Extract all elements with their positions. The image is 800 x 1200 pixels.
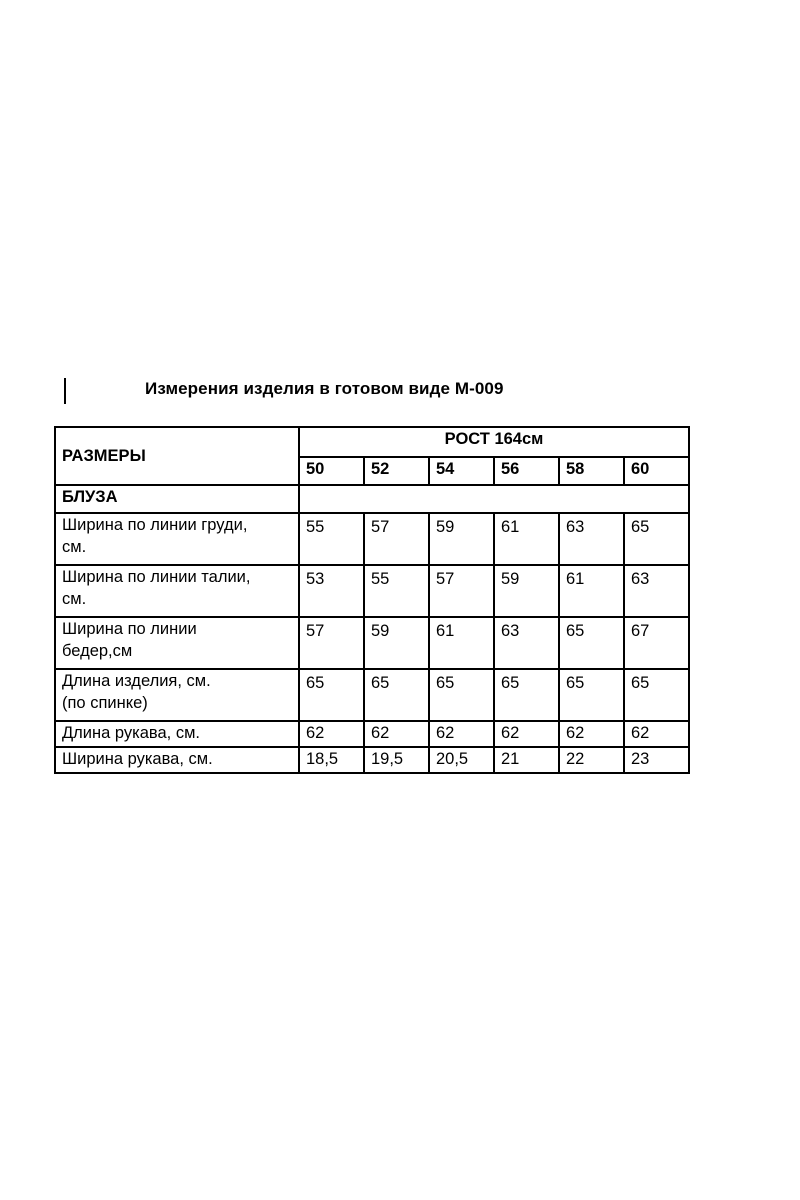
value-cell: 59 [364, 617, 429, 669]
value-cell: 22 [559, 747, 624, 773]
value-cell: 65 [559, 617, 624, 669]
table-row [55, 721, 689, 747]
row-label: Длина рукава, см. [55, 721, 299, 747]
value-cell: 21 [494, 747, 559, 773]
value-cell: 63 [494, 617, 559, 669]
value-cell: 65 [624, 513, 689, 565]
size-cell: 60 [624, 457, 689, 485]
value-cell: 65 [299, 669, 364, 721]
row-label-line: бедер,см [62, 642, 133, 660]
value-cell: 61 [559, 565, 624, 617]
value-cell: 20,5 [429, 747, 494, 773]
value-cell: 55 [299, 513, 364, 565]
table-row [55, 747, 689, 773]
value-cell: 18,5 [299, 747, 364, 773]
sizes-label: РАЗМЕРЫ [55, 427, 299, 485]
value-cell: 57 [299, 617, 364, 669]
row-label-line: (по спинке) [62, 694, 148, 712]
table-header-row [55, 427, 689, 457]
size-cell: 56 [494, 457, 559, 485]
value-cell: 63 [559, 513, 624, 565]
table-row [55, 669, 689, 721]
value-cell: 61 [429, 617, 494, 669]
section-empty-cell [299, 485, 689, 513]
row-label [55, 617, 299, 669]
row-label-line: см. [62, 538, 87, 556]
value-cell: 65 [559, 669, 624, 721]
value-cell: 53 [299, 565, 364, 617]
row-label: Ширина рукава, см. [55, 747, 299, 773]
value-cell: 65 [624, 669, 689, 721]
value-cell: 63 [624, 565, 689, 617]
size-cell: 52 [364, 457, 429, 485]
size-cell: 50 [299, 457, 364, 485]
value-cell: 67 [624, 617, 689, 669]
section-row [55, 485, 689, 513]
value-cell: 65 [494, 669, 559, 721]
value-cell: 19,5 [364, 747, 429, 773]
value-cell: 57 [429, 565, 494, 617]
row-label [55, 669, 299, 721]
size-cell: 54 [429, 457, 494, 485]
value-cell: 57 [364, 513, 429, 565]
value-cell: 62 [429, 721, 494, 747]
value-cell: 59 [494, 565, 559, 617]
row-label-line: см. [62, 590, 87, 608]
table-row [55, 617, 689, 669]
row-label-line: Ширина по линии талии, [62, 568, 251, 586]
row-label [55, 565, 299, 617]
text-cursor [64, 378, 66, 404]
value-cell: 55 [364, 565, 429, 617]
size-cell: 58 [559, 457, 624, 485]
value-cell: 62 [624, 721, 689, 747]
row-label [55, 513, 299, 565]
value-cell: 62 [299, 721, 364, 747]
value-cell: 62 [364, 721, 429, 747]
value-cell: 23 [624, 747, 689, 773]
table-row [55, 565, 689, 617]
row-label-line: Ширина по линии [62, 620, 197, 638]
value-cell: 61 [494, 513, 559, 565]
value-cell: 65 [364, 669, 429, 721]
document-title: Измерения изделия в готовом виде М-009 [145, 379, 504, 398]
row-label-line: Ширина по линии груди, [62, 516, 248, 534]
value-cell: 62 [559, 721, 624, 747]
value-cell: 65 [429, 669, 494, 721]
table-row [55, 513, 689, 565]
value-cell: 59 [429, 513, 494, 565]
size-chart-table [54, 426, 690, 774]
row-label-line: Длина изделия, см. [62, 672, 211, 690]
value-cell: 62 [494, 721, 559, 747]
height-label: РОСТ 164см [299, 427, 689, 457]
section-label: БЛУЗА [55, 485, 299, 513]
